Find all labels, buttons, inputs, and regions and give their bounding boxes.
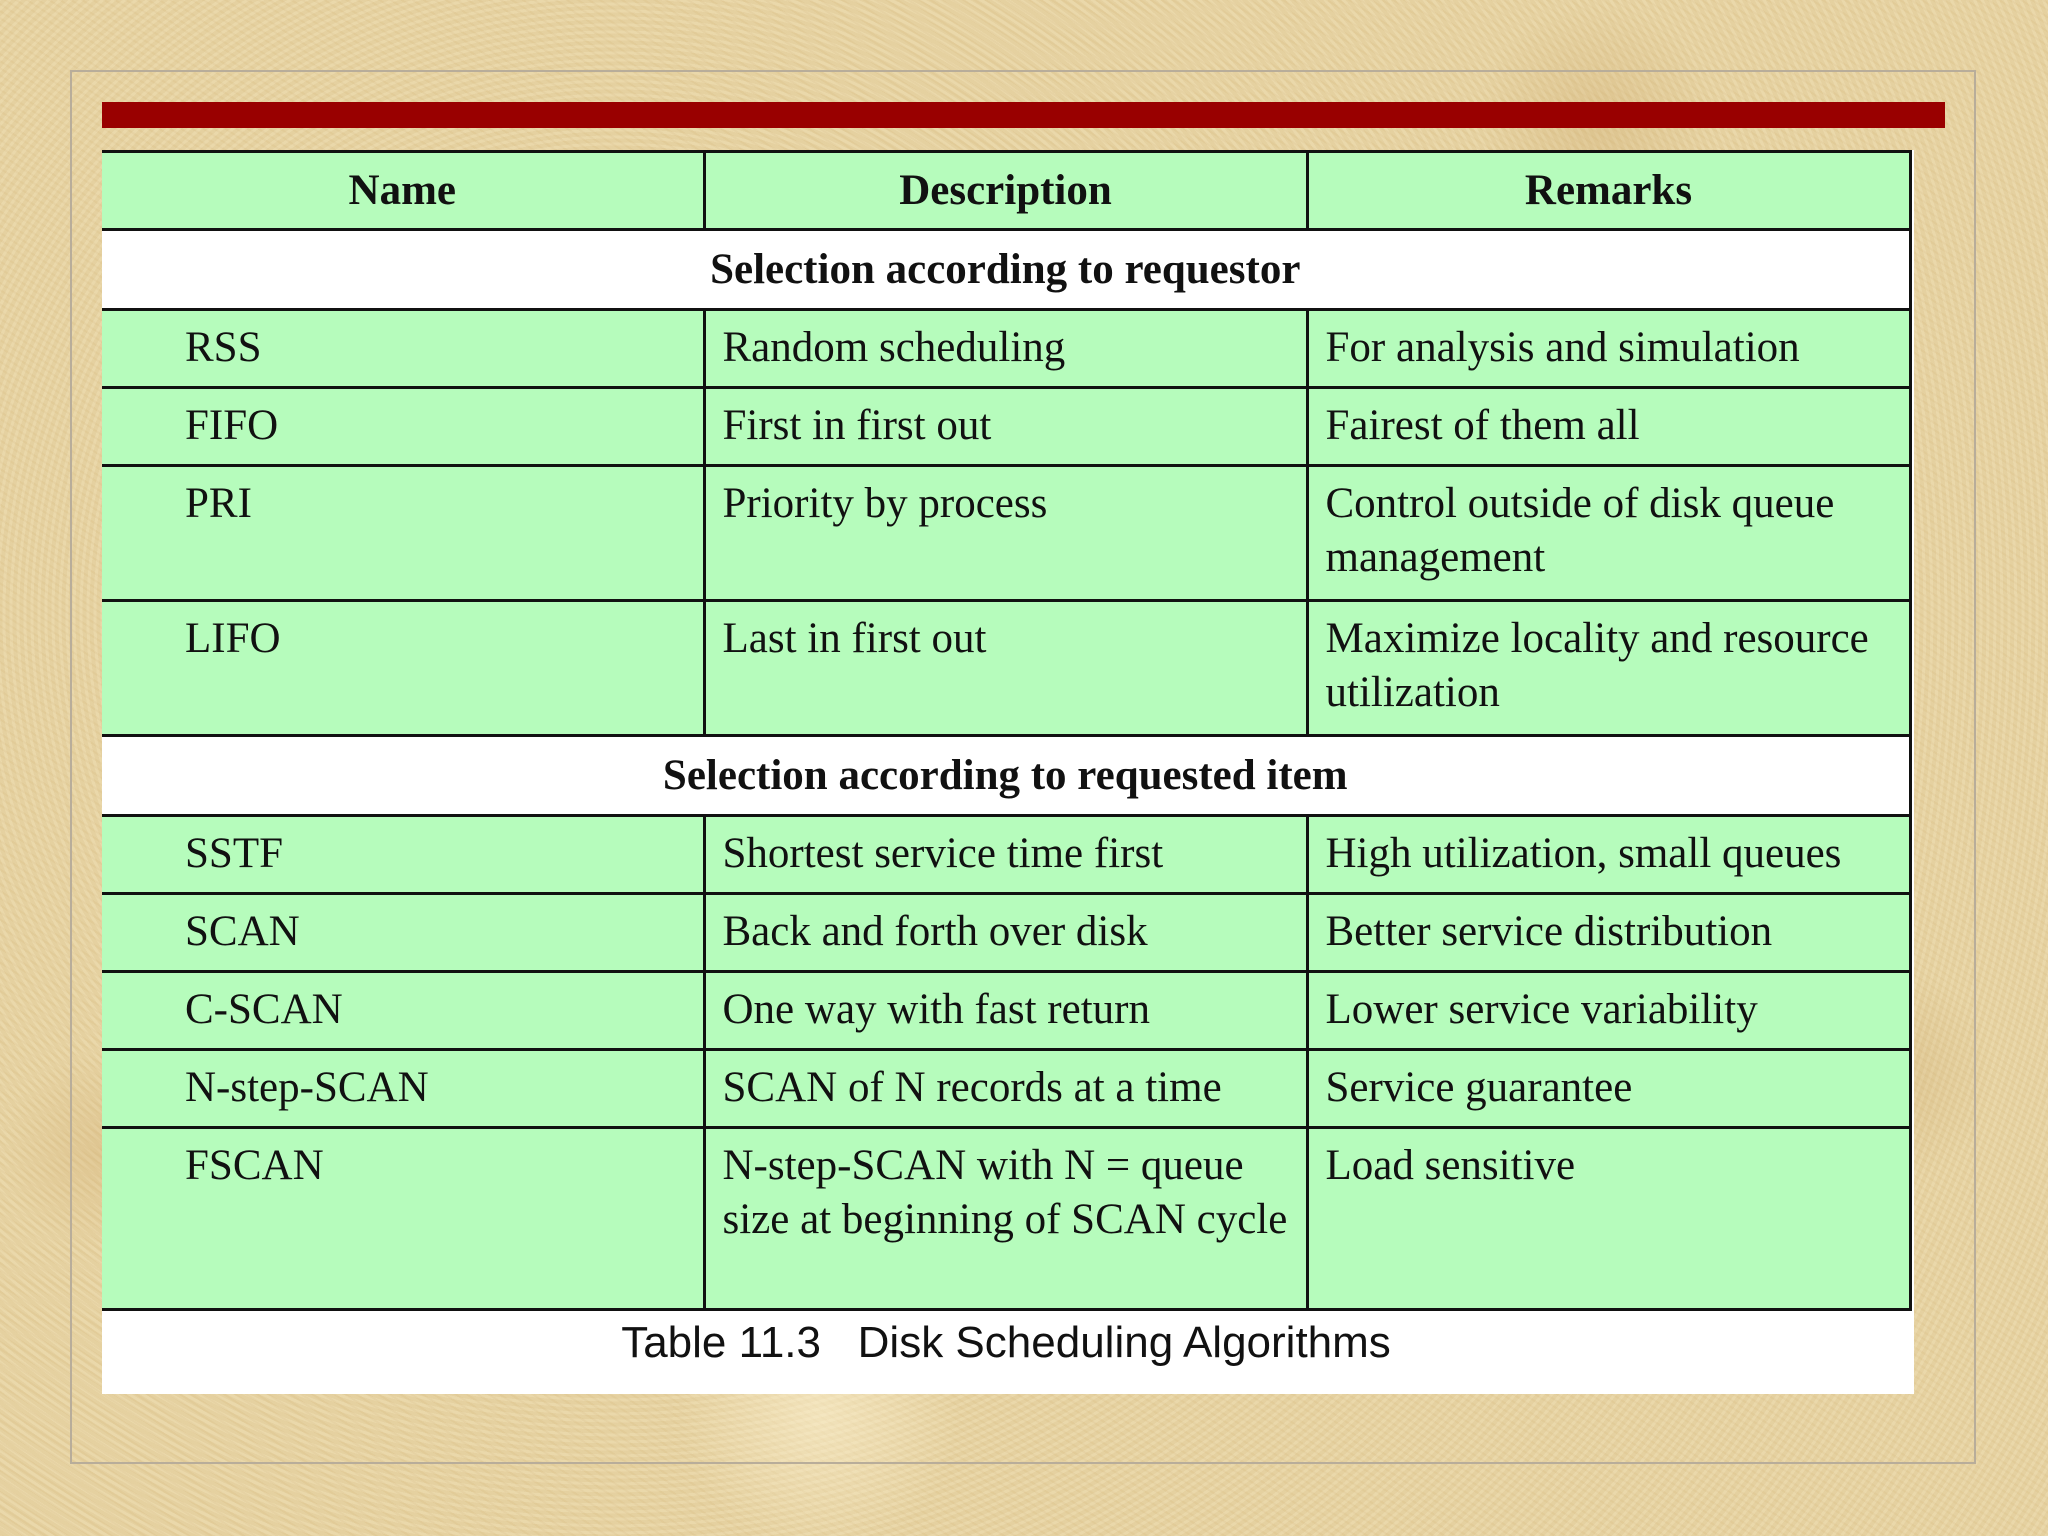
column-header-remarks: Remarks	[1307, 152, 1910, 230]
section-row	[102, 230, 1910, 310]
algorithm-remarks: Lower service variability	[1307, 972, 1910, 1050]
algorithm-name: FIFO	[102, 388, 704, 466]
table-row	[102, 601, 1910, 736]
algorithm-name: N-step-SCAN	[102, 1050, 704, 1128]
algorithm-name: RSS	[102, 310, 704, 388]
table-caption: Table 11.3 Disk Scheduling Algorithms	[621, 1318, 1391, 1367]
algorithm-description: Last in first out	[704, 601, 1307, 736]
algorithm-description: One way with fast return	[704, 972, 1307, 1050]
table-row	[102, 310, 1910, 388]
algorithm-name: C-SCAN	[102, 972, 704, 1050]
algorithm-description: Random scheduling	[704, 310, 1307, 388]
table-row	[102, 466, 1910, 601]
algorithm-remarks: For analysis and simulation	[1307, 310, 1910, 388]
column-header-description: Description	[704, 152, 1307, 230]
algorithm-description: SCAN of N records at a time	[704, 1050, 1307, 1128]
table-panel	[102, 150, 1914, 1394]
table-row	[102, 972, 1910, 1050]
table-row	[102, 816, 1910, 894]
header-row	[102, 152, 1910, 230]
table-row	[102, 1050, 1910, 1128]
algorithm-remarks: Control outside of disk queue management	[1307, 466, 1910, 601]
table-row	[102, 1128, 1910, 1310]
column-header-name: Name	[102, 152, 704, 230]
title-accent-bar	[102, 102, 1945, 128]
algorithm-remarks: High utilization, small queues	[1307, 816, 1910, 894]
algorithm-description: First in first out	[704, 388, 1307, 466]
section-row	[102, 736, 1910, 816]
algorithm-name: PRI	[102, 466, 704, 601]
algorithm-remarks: Fairest of them all	[1307, 388, 1910, 466]
algorithm-remarks: Load sensitive	[1307, 1128, 1910, 1310]
section-title: Selection according to requestor	[102, 230, 1910, 310]
algorithm-description: Back and forth over disk	[704, 894, 1307, 972]
algorithm-name: FSCAN	[102, 1128, 704, 1310]
algorithm-remarks: Better service distribution	[1307, 894, 1910, 972]
algorithm-remarks: Maximize locality and resource utilization	[1307, 601, 1910, 736]
table-row	[102, 894, 1910, 972]
algorithm-remarks: Service guarantee	[1307, 1050, 1910, 1128]
disk-scheduling-table	[102, 150, 1912, 1311]
algorithm-name: LIFO	[102, 601, 704, 736]
section-title: Selection according to requested item	[102, 736, 1910, 816]
algorithm-description: N-step-SCAN with N = queue size at beginning of SCAN cycle	[704, 1128, 1307, 1310]
algorithm-name: SSTF	[102, 816, 704, 894]
table-row	[102, 388, 1910, 466]
algorithm-description: Priority by process	[704, 466, 1307, 601]
algorithm-description: Shortest service time first	[704, 816, 1307, 894]
algorithm-name: SCAN	[102, 894, 704, 972]
